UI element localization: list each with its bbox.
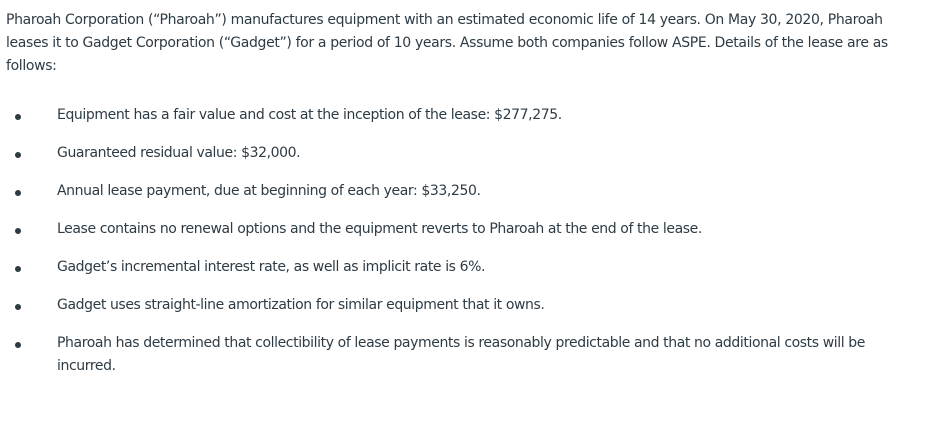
bullet-icon — [15, 228, 21, 234]
lease-detail-text: Lease contains no renewal options and the equipment reverts to Pharoah at the end of the lease. — [57, 221, 702, 237]
lease-detail-renewal-options — [0, 218, 943, 242]
lease-detail-text: Pharoah has determined that collectibility of lease payments is reasonably predictable and that no additional costs will be incurred. — [57, 335, 865, 374]
lease-details-list — [0, 104, 943, 392]
lease-detail-text: Annual lease payment, due at beginning of each year: $33,250. — [57, 183, 481, 199]
lease-detail-text: Equipment has a fair value and cost at the inception of the lease: $277,275. — [57, 107, 562, 123]
lease-detail-residual-value — [0, 142, 943, 166]
bullet-icon — [15, 190, 21, 196]
lease-detail-text: Guaranteed residual value: $32,000. — [57, 145, 301, 161]
lease-detail-amortization — [0, 294, 943, 318]
bullet-icon — [15, 266, 21, 272]
bullet-icon — [15, 114, 21, 120]
lease-detail-annual-payment — [0, 180, 943, 204]
bullet-icon — [15, 304, 21, 310]
lease-detail-fair-value — [0, 104, 943, 128]
lease-detail-text: Gadget’s incremental interest rate, as well as implicit rate is 6%. — [57, 259, 486, 275]
lease-detail-interest-rate — [0, 256, 943, 280]
problem-intro: Pharoah Corporation (“Pharoah”) manufactures equipment with an estimated economic life of 14 years. On May 30, 2020, Pharoah leases it to Gadget Corporation (“Gadget”) for a period of 10 years. Assume both companies follow ASPE. Details of the lease are as follows: — [6, 12, 888, 74]
lease-detail-collectibility — [0, 332, 943, 378]
lease-detail-text: Gadget uses straight-line amortization for similar equipment that it owns. — [57, 297, 545, 313]
bullet-icon — [15, 152, 21, 158]
bullet-icon — [15, 342, 21, 348]
